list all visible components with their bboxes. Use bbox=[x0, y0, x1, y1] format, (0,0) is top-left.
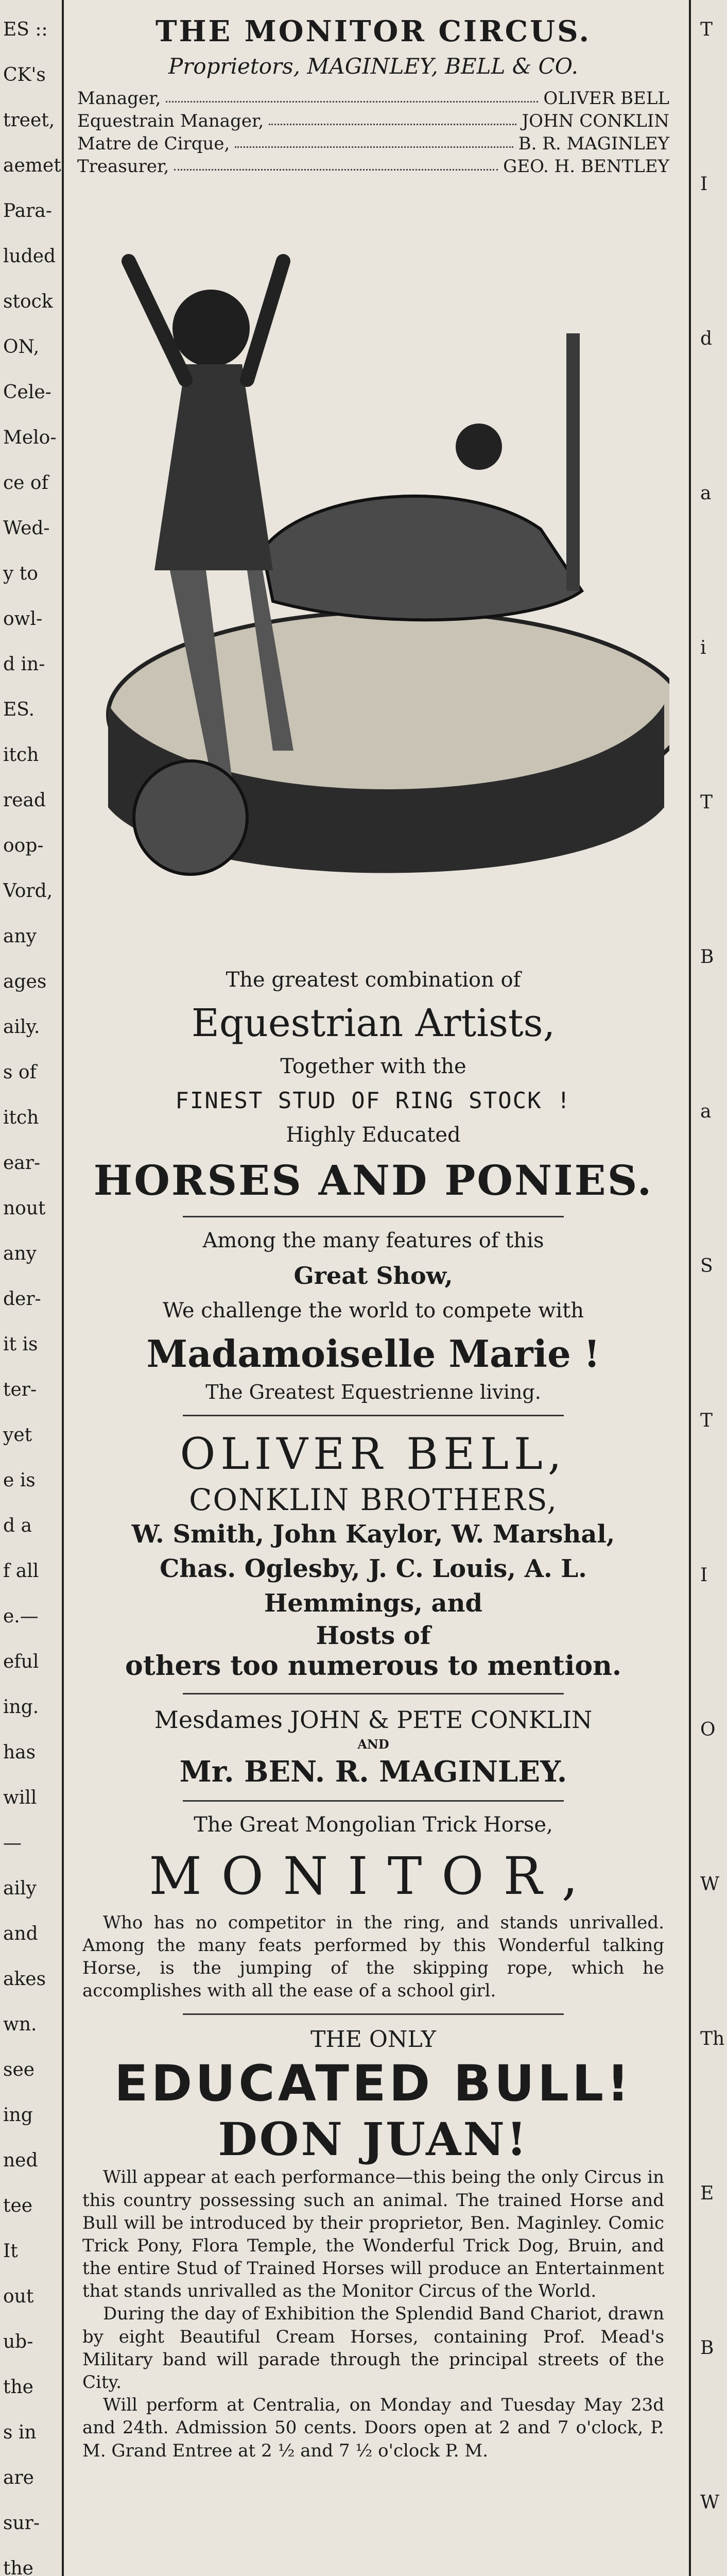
proprietors-line: Proprietors, MAGINLEY, BELL & CO. bbox=[168, 54, 578, 79]
ad-line-2: Equestrian Artists, bbox=[191, 1001, 556, 1045]
hosts-of: Hosts of bbox=[316, 1621, 431, 1650]
fragment-text: ing. bbox=[3, 1697, 39, 1718]
fragment-text: E bbox=[700, 2183, 714, 2204]
fragment-text: itch bbox=[3, 1107, 39, 1128]
fragment-text: d a bbox=[3, 1515, 32, 1536]
fragment-text: y to bbox=[3, 563, 38, 584]
fragment-text: ing bbox=[3, 2105, 33, 2126]
staff-name: JOHN CONKLIN bbox=[522, 111, 669, 131]
divider bbox=[183, 1415, 564, 1416]
don-juan: DON JUAN! bbox=[218, 2112, 529, 2166]
fragment-text: Cele- bbox=[3, 382, 51, 403]
divider bbox=[183, 2013, 564, 2015]
ad-line-11: The Greatest Equestrienne living. bbox=[205, 1381, 541, 1403]
others-line: others too numerous to mention. bbox=[125, 1650, 621, 1682]
fragment-text: any bbox=[3, 926, 37, 947]
fragment-text: ear- bbox=[3, 1153, 41, 1174]
fragment-text: W bbox=[700, 2492, 720, 2513]
fragment-text: read bbox=[3, 790, 46, 811]
fragment-text: luded bbox=[3, 246, 56, 267]
fragment-text: a bbox=[700, 483, 712, 504]
fragment-text: B bbox=[700, 946, 714, 968]
fragment-text: oop- bbox=[3, 835, 44, 856]
fragment-text: i bbox=[700, 637, 706, 658]
fragment-text: ages bbox=[3, 971, 47, 992]
staff-row bbox=[77, 111, 669, 131]
fragment-text: — bbox=[3, 1833, 22, 1854]
fragment-text: e is bbox=[3, 1470, 36, 1491]
mongolian-line: The Great Mongolian Trick Horse, bbox=[194, 1812, 553, 1837]
fragment-text: ned bbox=[3, 2150, 38, 2171]
fragment-text: treet, bbox=[3, 110, 55, 131]
fragment-text: O bbox=[700, 1719, 716, 1740]
ad-line-3: Together with the bbox=[280, 1055, 466, 1078]
fragment-text: stock bbox=[3, 291, 53, 312]
monitor-description: Who has no competitor in the ring, and stands unrivalled. Among the many feats performed by this Wonderful talking Horse, is the jumping of the skipping rope, which he accomplishes with all the ease of a school girl. bbox=[82, 1912, 664, 2002]
fragment-text: CK's bbox=[3, 64, 46, 86]
staff-role: Manager, bbox=[77, 88, 161, 109]
staff-row bbox=[77, 133, 669, 154]
fragment-text: ES :: bbox=[3, 19, 48, 40]
fragment-text: aemet bbox=[3, 155, 61, 176]
fragment-text: out bbox=[3, 2286, 34, 2307]
fragment-text: tee bbox=[3, 2195, 33, 2216]
fragment-text: d bbox=[700, 328, 713, 349]
fragment-text: are bbox=[3, 2467, 34, 2488]
fragment-text: f all bbox=[3, 1561, 39, 1582]
educated-bull: EDUCATED BULL! bbox=[114, 2055, 632, 2113]
fragment-text: I bbox=[700, 1565, 708, 1586]
the-only: THE ONLY bbox=[310, 2026, 436, 2053]
oliver-bell: OLIVER BELL, bbox=[180, 1429, 567, 1479]
conklin-brothers: CONKLIN BROTHERS, bbox=[189, 1482, 558, 1517]
ad-line-10: Madamoiselle Marie ! bbox=[146, 1332, 600, 1376]
fragment-text: itch bbox=[3, 744, 39, 766]
fragment-text: and bbox=[3, 1923, 38, 1944]
fragment-text: sur- bbox=[3, 2513, 40, 2534]
fragment-text: it is bbox=[3, 1334, 38, 1355]
staff-name: B. R. MAGINLEY bbox=[518, 133, 669, 154]
fragment-text: der- bbox=[3, 1289, 41, 1310]
fragment-text: aily. bbox=[3, 1016, 40, 1038]
fragment-text: the bbox=[3, 2558, 33, 2576]
circus-advertisement bbox=[77, 10, 669, 2462]
ad-line-1: The greatest combination of bbox=[226, 968, 521, 992]
ad-line-6: HORSES AND PONIES. bbox=[93, 1156, 653, 1205]
ad-title: THE MONITOR CIRCUS. bbox=[155, 14, 592, 48]
staff-row bbox=[77, 156, 669, 177]
staff-role: Equestrain Manager, bbox=[77, 111, 264, 131]
fragment-text: owl- bbox=[3, 608, 43, 630]
fragment-text: akes bbox=[3, 1969, 46, 1990]
fragment-text: Melo- bbox=[3, 427, 57, 448]
fragment-text: ON, bbox=[3, 336, 40, 358]
fragment-text: aily bbox=[3, 1878, 37, 1899]
fragment-text: wn. bbox=[3, 2014, 37, 2035]
staff-role: Treasurer, bbox=[77, 156, 169, 177]
left-column-fragments bbox=[0, 0, 64, 2576]
monitor-heading: MONITOR, bbox=[149, 1845, 598, 1906]
fragment-text: T bbox=[700, 1410, 713, 1431]
staff-row bbox=[77, 88, 669, 109]
ad-line-7: Among the many features of this bbox=[202, 1229, 544, 1252]
staff-name: OLIVER BELL bbox=[543, 88, 669, 109]
and-line: AND bbox=[357, 1736, 389, 1752]
fragment-text: see bbox=[3, 2059, 35, 2080]
right-column-fragments bbox=[689, 0, 727, 2576]
fragment-text: s of bbox=[3, 1062, 37, 1083]
staff-role: Matre de Cirque, bbox=[77, 133, 230, 154]
fragment-text: ce of bbox=[3, 472, 48, 494]
dot-leader bbox=[166, 88, 538, 103]
ad-line-9: We challenge the world to compete with bbox=[163, 1299, 584, 1323]
fragment-text: W bbox=[700, 1874, 720, 1895]
fragment-text: any bbox=[3, 1243, 37, 1264]
dot-leader bbox=[269, 111, 516, 125]
divider bbox=[183, 1216, 564, 1217]
fragment-text: will bbox=[3, 1787, 37, 1808]
fragment-text: I bbox=[700, 174, 708, 195]
ad-line-4: FINEST STUD OF RING STOCK ! bbox=[175, 1088, 572, 1114]
fragment-text: S bbox=[700, 1256, 713, 1277]
fragment-text: s in bbox=[3, 2422, 37, 2443]
fragment-text: eful bbox=[3, 1651, 39, 1672]
fragment-text: e.— bbox=[3, 1606, 39, 1627]
ad-line-5: Highly Educated bbox=[286, 1123, 461, 1147]
fragment-text: T bbox=[700, 792, 713, 813]
fragment-text: T bbox=[700, 19, 713, 40]
circus-illustration bbox=[77, 199, 669, 946]
fragment-text: yet bbox=[3, 1425, 32, 1446]
fragment-text: d in- bbox=[3, 654, 45, 675]
ad-line-8: Great Show, bbox=[293, 1262, 453, 1290]
divider bbox=[183, 1693, 564, 1694]
staff-name: GEO. H. BENTLEY bbox=[503, 156, 669, 177]
fragment-text: ES. bbox=[3, 699, 35, 720]
fragment-text: nout bbox=[3, 1198, 46, 1219]
fragment-text: It bbox=[3, 2241, 18, 2262]
divider bbox=[183, 1800, 564, 1802]
paragraph-2: During the day of Exhibition the Splendid Band Chariot, drawn by eight Beautiful Cream Horses, containing Prof. Mead's Military band will parade through the principal streets of the City. bbox=[82, 2303, 664, 2393]
dot-leader bbox=[174, 156, 498, 171]
ben-maginley: Mr. BEN. R. MAGINLEY. bbox=[179, 1754, 567, 1789]
fragment-text: Para- bbox=[3, 200, 52, 222]
fragment-text: ub- bbox=[3, 2331, 33, 2352]
paragraph-3: Will perform at Centralia, on Monday and Tuesday May 23d and 24th. Admission 50 cents. Doors open at 2 and 7 o'clock, P. M. Grand Entree at 2 ½ and 7 ½ o'clock P. M. bbox=[82, 2395, 664, 2461]
fragment-text: ter- bbox=[3, 1379, 37, 1400]
fragment-text: B bbox=[700, 2337, 714, 2359]
fragment-text: has bbox=[3, 1742, 36, 1763]
fragment-text: Vord, bbox=[3, 880, 53, 902]
fragment-text: the bbox=[3, 2377, 33, 2398]
dot-leader bbox=[235, 133, 513, 148]
performers-list: W. Smith, John Kaylor, W. Marshal, Chas. Oglesby, J. C. Louis, A. L. Hemmings, and bbox=[131, 1520, 615, 1618]
fragment-text: Th bbox=[700, 2028, 725, 2049]
fragment-text: Wed- bbox=[3, 518, 50, 539]
staff-list bbox=[77, 88, 669, 177]
fragment-text: a bbox=[700, 1101, 712, 1122]
mesdames-line: Mesdames JOHN & PETE CONKLIN bbox=[154, 1705, 593, 1734]
paragraph-1: Will appear at each performance—this being the only Circus in this country possessing such an animal. The trained Horse and Bull will be introduced by their proprietor, Ben. Maginley. Comic Trick Pony, Flora Temple, the Wonderful Trick Dog, Bruin, and the entire Stud of Trained Horses will produce an Entertainment that stands unrivalled as the Monitor Circus of the World. bbox=[82, 2167, 664, 2302]
